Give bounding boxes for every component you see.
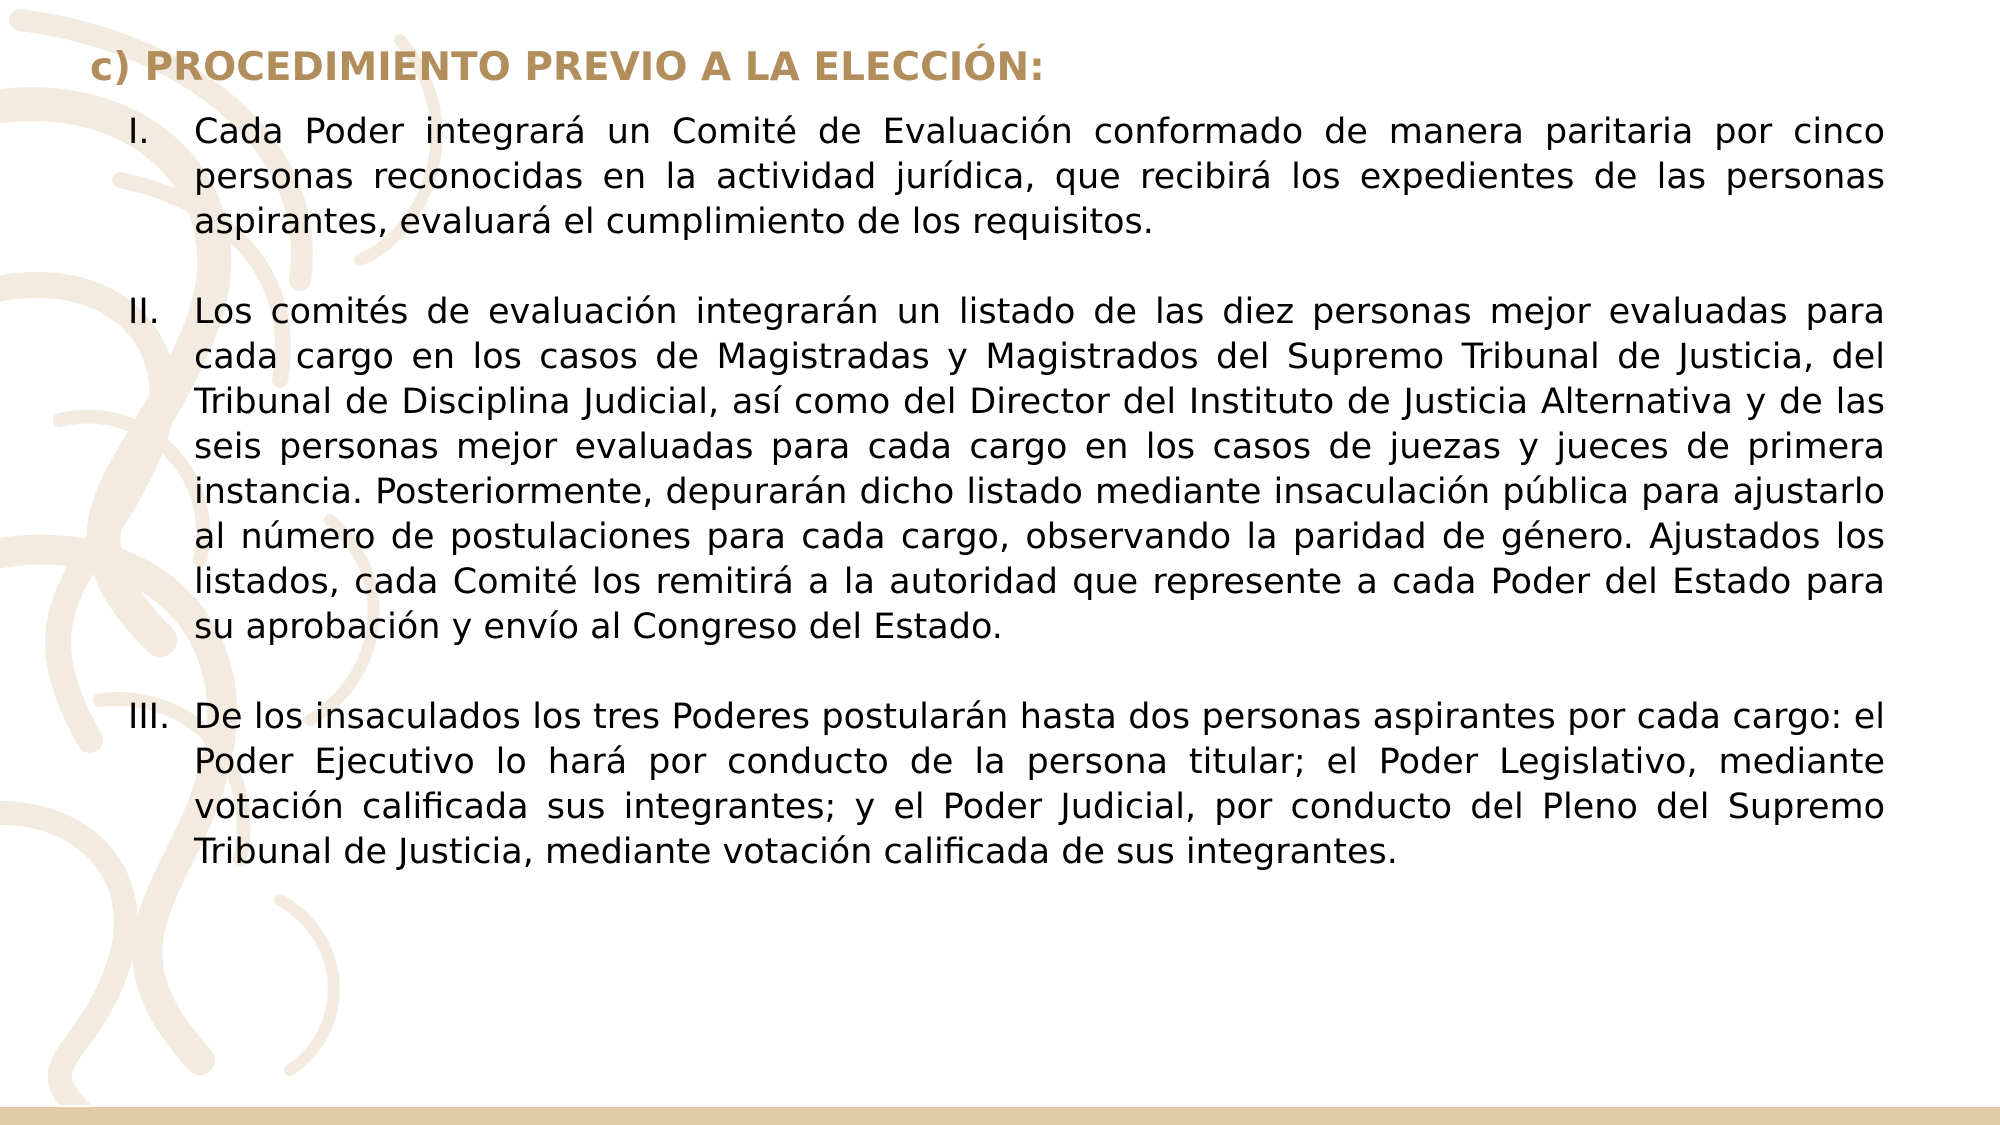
procedure-list <box>128 110 1885 920</box>
item-numeral: III. <box>128 697 171 737</box>
item-numeral: I. <box>128 112 150 152</box>
list-item <box>128 110 1885 245</box>
list-item <box>128 695 1885 875</box>
item-numeral: II. <box>128 292 160 332</box>
bottom-band <box>0 1107 2000 1125</box>
item-text: Los comités de evaluación integrarán un listado de las diez personas mejor evaluadas para cada cargo en los casos de Magistradas y Magistrados del Supremo Tribunal de Justicia, del Tribunal de Disciplina Judicial, así como del Director del Instituto de Justicia Alternativa y de las seis personas mejor evaluadas para cada cargo en los casos de juezas y jueces de primera instancia. Posteriormente, depurarán dicho listado mediante insaculación pública para ajustarlo al número de postulaciones para cada cargo, observando la paridad de género. Ajustados los listados, cada Comité los remitirá a la autoridad que represente a cada Poder del Estado para su aprobación y envío al Congreso del Estado. <box>194 292 1885 647</box>
item-text: De los insaculados los tres Poderes postularán hasta dos personas aspirantes por cada cargo: el Poder Ejecutivo lo hará por conducto de la persona titular; el Poder Legislativo, mediante votación calificada sus integrantes; y el Poder Judicial, por conducto del Pleno del Supremo Tribunal de Justicia, mediante votación calificada de sus integrantes. <box>194 697 1885 872</box>
list-item <box>128 290 1885 650</box>
item-text: Cada Poder integrará un Comité de Evaluación conformado de manera paritaria por cinco personas reconocidas en la actividad jurídica, que recibirá los expedientes de las personas aspirantes, evaluará el cumplimiento de los requisitos. <box>194 112 1885 242</box>
slide-title: c) PROCEDIMIENTO PREVIO A LA ELECCIÓN: <box>90 45 1045 90</box>
